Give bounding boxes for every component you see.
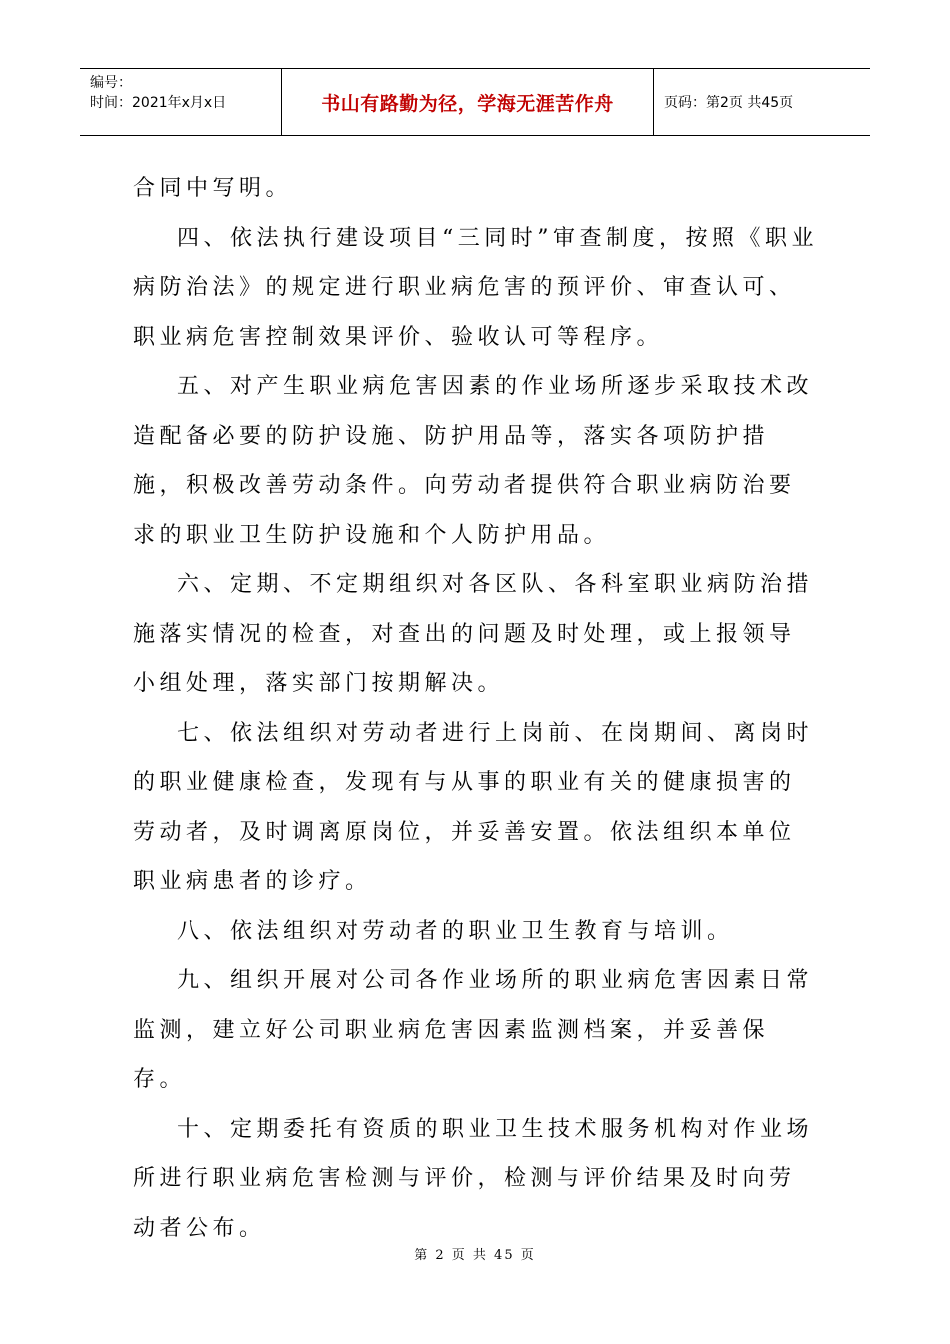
paragraph-item-8: 八、依法组织对劳动者的职业卫生教育与培训。 — [177, 918, 734, 944]
document-time-label: 时间：2021年x月x日 — [90, 95, 227, 111]
paragraph-item-4: 四、依法执行建设项目“三同时”审查制度，按照《职业病防治法》的规定进行职业病危害的预评价、审查认可、职业病危害控制效果评价、验收认可等程序。 — [133, 225, 818, 350]
document-number-label: 编号： — [90, 75, 132, 91]
page-footer: 第 2 页 共 45 页 — [414, 1248, 536, 1263]
paragraph-item-9: 九、组织开展对公司各作业场所的职业病危害因素日常监测，建立好公司职业病危害因素监测档案，并妥善保存。 — [133, 968, 814, 1092]
document-header — [80, 68, 870, 136]
paragraph-item-10: 十、定期委托有资质的职业卫生技术服务机构对作业场所进行职业病危害检测与评价，检测与评价结果及时向劳动者公布。 — [133, 1116, 814, 1241]
header-motto: 书山有路勤为径，学海无涯苦作舟 — [282, 69, 654, 135]
header-meta-cell — [80, 69, 282, 135]
paragraph-continuation: 合同中写明。 — [133, 176, 293, 201]
document-body — [133, 164, 818, 1253]
paragraph-item-5: 五、对产生职业病危害因素的作业场所逐步采取技术改造配备必要的防护设施、防护用品等，落实各项防护措施，积极改善劳动条件。向劳动者提供符合职业病防治要求的职业卫生防护设施和个人防护用品。 — [133, 374, 814, 548]
paragraph-item-6: 六、定期、不定期组织对各区队、各科室职业病防治措施落实情况的检查，对查出的问题及时处理，或上报领导小组处理，落实部门按期解决。 — [133, 572, 814, 696]
header-page-info: 页码：第2页 共45页 — [664, 95, 794, 111]
paragraph-item-7: 七、依法组织对劳动者进行上岗前、在岗期间、离岗时的职业健康检查，发现有与从事的职业有关的健康损害的劳动者，及时调离原岗位，并妥善安置。依法组织本单位职业病患者的诊疗。 — [133, 720, 814, 894]
